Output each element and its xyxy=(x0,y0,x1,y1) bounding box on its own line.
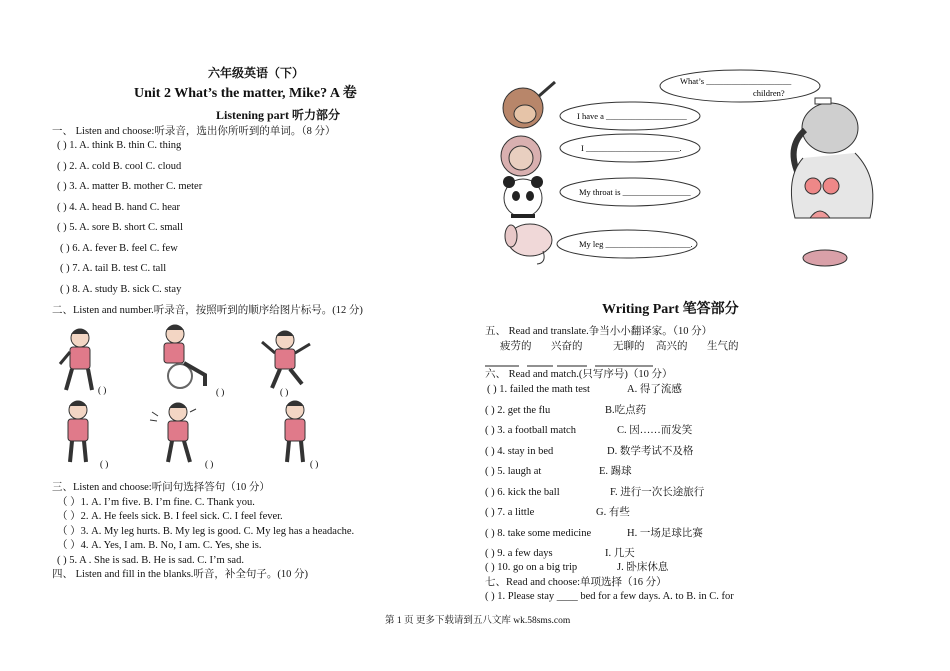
s6-left-2: ( ) 2. get the flu xyxy=(485,405,551,416)
s7-item-1: ( ) 1. Please stay ____ bed for a few days. A. to B. in C. for xyxy=(485,591,734,602)
section4-heading: 四、 Listen and fill in the blanks.听音，补全句子。(10 分) xyxy=(52,569,309,580)
s3-item-4: （ ）4. A. Yes, I am. B. No, I am. C. Yes, she is. xyxy=(57,540,262,551)
bubble-3-text: My throat is ________________ xyxy=(579,187,691,197)
s6-left-6: ( ) 6. kick the ball xyxy=(485,487,560,498)
writing-title: Writing Part 笔答部分 xyxy=(602,302,739,317)
section7-heading: 七、Read and choose:单项选择（16 分） xyxy=(485,577,667,588)
bubble-4-text: My leg ____________________. xyxy=(579,239,693,249)
s3-item-1: （ ）1. A. I’m five. B. I’m fine. C. Thank you. xyxy=(57,497,255,508)
s6-right-1: A. 得了流感 xyxy=(627,384,682,395)
s6-left-1: ( ) 1. failed the math test xyxy=(487,384,590,395)
section3-heading: 三、Listen and choose:听问句选择答句（10 分） xyxy=(52,482,270,493)
s1-item-8: ( ) 8. A. study B. sick C. stay xyxy=(60,284,182,295)
s6-right-4: D. 数学考试不及格 xyxy=(607,446,694,457)
boy-cough-figure xyxy=(68,401,88,462)
s1-item-3: ( ) 3. A. matter B. mother C. meter xyxy=(57,181,203,192)
boy-wheelchair-figure xyxy=(164,325,224,397)
fill-blank-picture xyxy=(485,68,885,288)
page-footer: 第 1 页 更多下载请到五八文库 wk.58sms.com xyxy=(385,616,571,626)
s1-item-4: ( ) 4. A. head B. hand C. hear xyxy=(57,202,181,213)
section6-heading: 六、 Read and match.(只写序号)（10 分） xyxy=(485,369,673,380)
s6-right-6: F. 进行一次长途旅行 xyxy=(610,487,705,498)
monkey-figure xyxy=(503,82,555,128)
s6-left-10: ( ) 10. go on a big trip xyxy=(485,562,578,573)
grade-title: 六年级英语（下） xyxy=(208,66,305,80)
s1-item-7: ( ) 7. A. tail B. test C. tall xyxy=(60,263,167,274)
mark-2: ( ) xyxy=(216,387,225,397)
elephant-doctor-figure xyxy=(791,98,872,218)
s5-word-1: 疲劳的 xyxy=(500,341,532,352)
s6-right-7: G. 有些 xyxy=(596,507,630,518)
s5-word-5: 生气的 xyxy=(707,341,739,352)
listening-title: Listening part 听力部分 xyxy=(216,108,341,122)
s3-item-2: （ ）2. A. He feels sick. B. I feel sick. C. I feel fever. xyxy=(57,511,283,522)
answer-lines xyxy=(485,355,655,359)
s1-item-6: ( ) 6. A. fever B. feel C. few xyxy=(60,243,178,254)
s5-word-2: 兴奋的 xyxy=(551,341,583,352)
listen-pictures xyxy=(40,320,360,470)
s5-word-3: 无聊的 xyxy=(613,341,645,352)
s3-item-3: （ ）3. A. My leg hurts. B. My leg is good. C. My leg has a headache. xyxy=(57,526,355,537)
panda-figure xyxy=(503,176,543,217)
s6-right-9: I. 几天 xyxy=(605,548,635,559)
q-line1: What’s ____________________ xyxy=(680,76,792,86)
boy-sneeze-figure xyxy=(150,403,196,462)
s6-left-8: ( ) 8. take some medicine xyxy=(485,528,592,539)
s3-item-5: ( ) 5. A . She is sad. B. He is sad. C. I’m sad. xyxy=(57,555,244,566)
mark-5: ( ) xyxy=(205,459,214,469)
section2-heading: 二、Listen and number.听录音，按照听到的顺序给图片标号。(12 分) xyxy=(52,305,363,316)
dog-figure xyxy=(505,224,552,264)
section1-heading: 一、 Listen and choose:听录音，选出你所听到的单词。（8 分） xyxy=(52,126,336,137)
s6-right-2: B.吃点药 xyxy=(605,405,647,416)
s6-left-9: ( ) 9. a few days xyxy=(485,548,553,559)
s6-right-3: C. 因……而发笑 xyxy=(617,425,693,436)
s6-right-5: E. 踢球 xyxy=(599,466,632,477)
mark-4: ( ) xyxy=(100,459,109,469)
question-bubble xyxy=(660,70,820,102)
mark-6: ( ) xyxy=(310,459,319,469)
boy-stomachache-figure xyxy=(60,329,92,390)
s1-item-5: ( ) 5. A. sore B. short C. small xyxy=(57,222,183,233)
unit-title: Unit 2 What’s the matter, Mike? A 卷 xyxy=(134,86,357,101)
s6-left-3: ( ) 3. a football match xyxy=(485,425,576,436)
section5-heading: 五、 Read and translate.争当小小翻译家。（10 分） xyxy=(485,326,713,337)
mark-1: ( ) xyxy=(98,385,107,395)
s5-word-4: 高兴的 xyxy=(656,341,688,352)
s6-left-7: ( ) 7. a little xyxy=(485,507,535,518)
boy-headache-figure xyxy=(285,401,305,462)
s1-item-2: ( ) 2. A. cold B. cool C. cloud xyxy=(57,161,182,172)
q-line2: children? xyxy=(753,88,785,98)
s1-item-1: ( ) 1. A. think B. thin C. thing xyxy=(57,140,182,151)
s6-left-5: ( ) 5. laugh at xyxy=(485,466,542,477)
s6-left-4: ( ) 4. stay in bed xyxy=(485,446,554,457)
bubble-1-text: I have a ___________________ xyxy=(577,111,687,121)
s6-right-8: H. 一场足球比赛 xyxy=(627,528,703,539)
boy-fever-figure xyxy=(262,331,310,388)
mark-3: ( ) xyxy=(280,387,289,397)
s6-right-10: J. 卧床休息 xyxy=(617,562,669,573)
bubble-2-text: I ______________________. xyxy=(581,143,682,153)
lion-figure xyxy=(501,136,541,176)
